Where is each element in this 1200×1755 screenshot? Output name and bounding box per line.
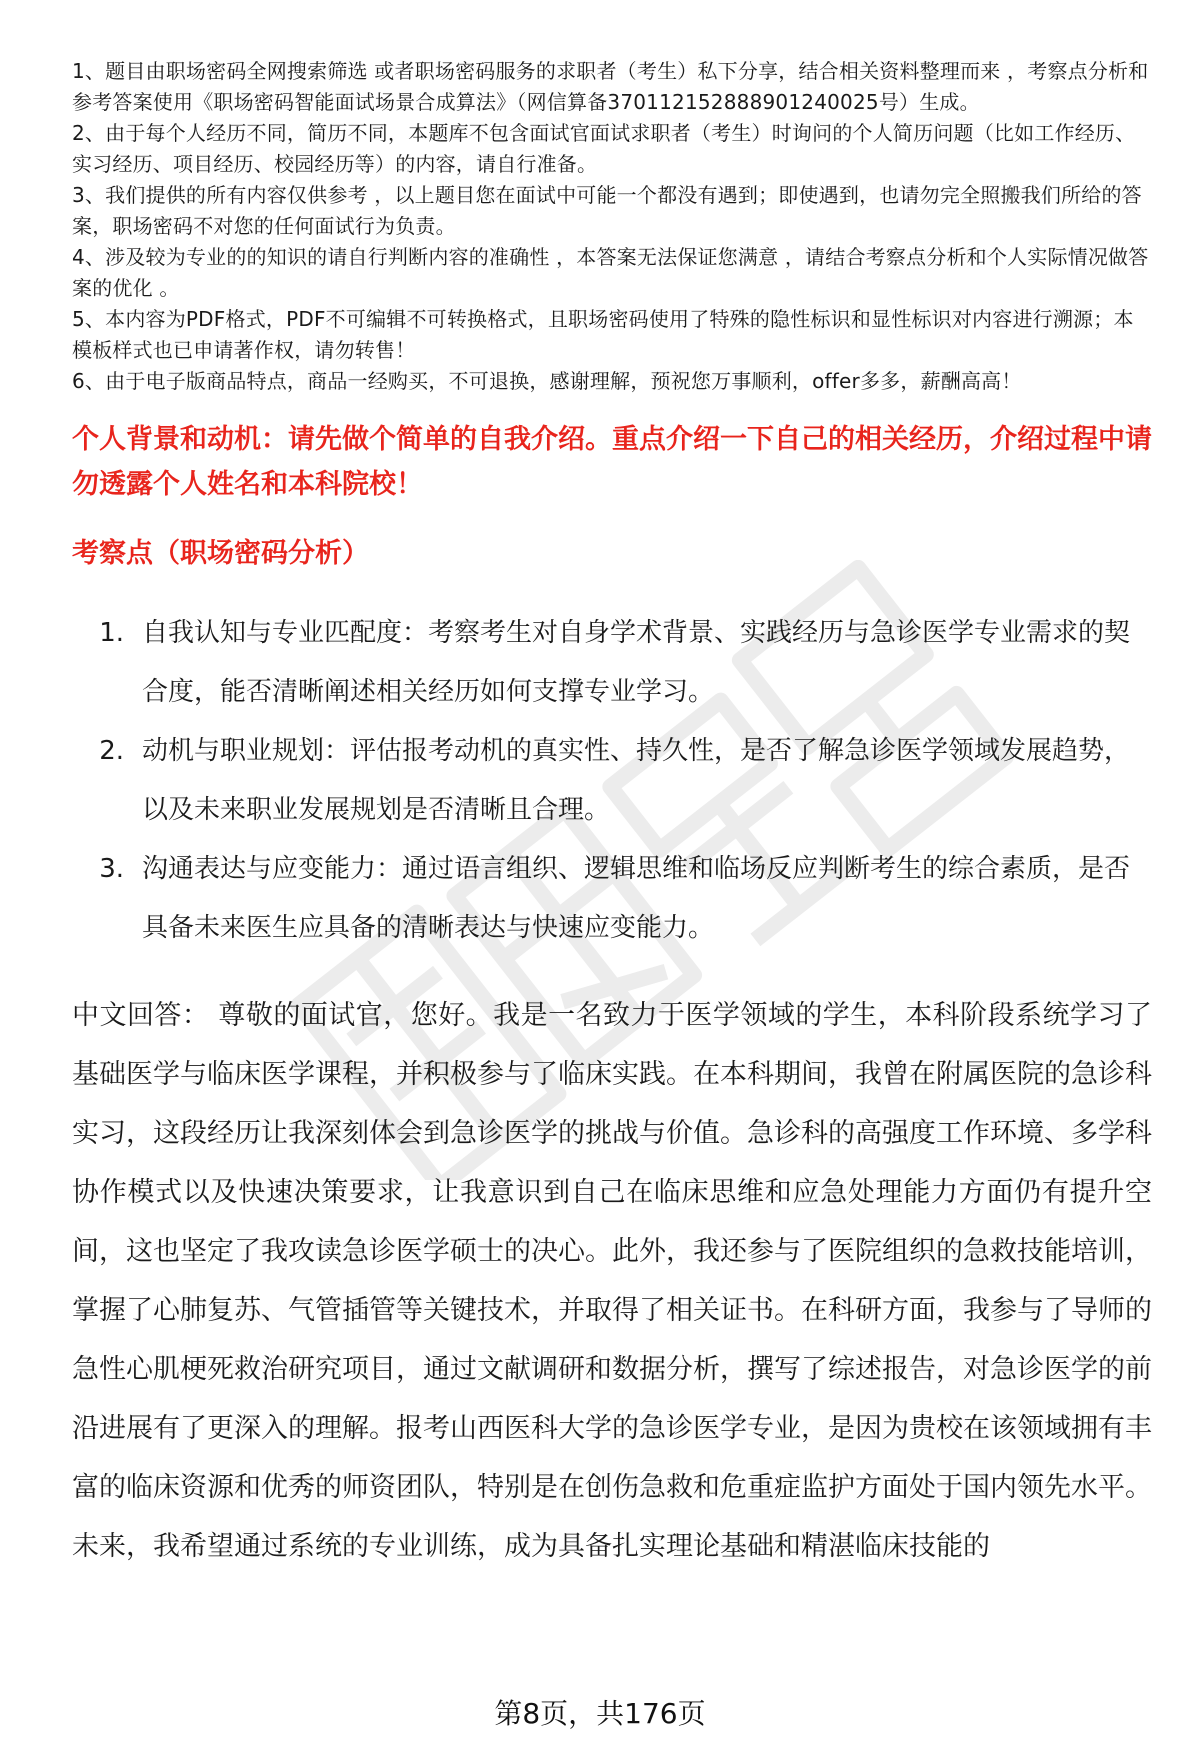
disclaimer-note-5: 5、本内容为PDF格式，PDF不可编辑不可转换格式，且职场密码使用了特殊的隐性标识和显性标识对内容进行溯源；本模板样式也已申请著作权，请勿转售！	[72, 307, 1134, 362]
page-content	[72, 56, 1152, 1576]
analysis-point	[72, 604, 1152, 722]
disclaimer-note-6: 6、由于电子版商品特点，商品一经购买，不可退换，感谢理解，预祝您万事顺利，offer多多，薪酬高高！	[72, 369, 1022, 393]
disclaimer-note-4: 4、涉及较为专业的的知识的请自行判断内容的准确性 ，本答案无法保证您满意 ，请结合考察点分析和个人实际情况做答案的优化 。	[72, 245, 1149, 300]
analysis-point-text: 动机与职业规划：评估报考动机的真实性、持久性，是否了解急诊医学领域发展趋势，以及未来职业发展规划是否清晰且合理。	[142, 736, 1131, 825]
analysis-points-list	[72, 604, 1152, 958]
analysis-point	[72, 840, 1152, 958]
analysis-point-number: 3.	[99, 854, 124, 884]
analysis-point-number: 1.	[99, 618, 124, 648]
analysis-heading: 考察点（职场密码分析）	[72, 538, 369, 569]
analysis-point-text: 自我认知与专业匹配度：考察考生对自身学术背景、实践经历与急诊医学专业需求的契合度，能否清晰阐述相关经历如何支撑专业学习。	[142, 618, 1131, 707]
analysis-point-number: 2.	[99, 736, 124, 766]
analysis-point	[72, 722, 1152, 840]
chinese-answer: 中文回答： 尊敬的面试官，您好。我是一名致力于医学领域的学生，本科阶段系统学习了基础医学与临床医学课程，并积极参与了临床实践。在本科期间，我曾在附属医院的急诊科实习，这段经历让我深刻体会到急诊医学的挑战与价值。急诊科的高强度工作环境、多学科协作模式以及快速决策要求，让我意识到自己在临床思维和应急处理能力方面仍有提升空间，这也坚定了我攻读急诊医学硕士的决心。此外，我还参与了医院组织的急救技能培训，掌握了心肺复苏、气管插管等关键技术，并取得了相关证书。在科研方面，我参与了导师的急性心肌梗死救治研究项目，通过文献调研和数据分析，撰写了综述报告，对急诊医学的前沿进展有了更深入的理解。报考山西医科大学的急诊医学专业，是因为贵校在该领域拥有丰富的临床资源和优秀的师资团队，特别是在创伤急救和危重症监护方面处于国内领先水平。未来，我希望通过系统的专业训练，成为具备扎实理论基础和精湛临床技能的	[72, 1000, 1152, 1562]
disclaimer-notes	[72, 56, 1152, 397]
analysis-point-text: 沟通表达与应变能力：通过语言组织、逻辑思维和临场反应判断考生的综合素质，是否具备未来医生应具备的清晰表达与快速应变能力。	[142, 854, 1131, 943]
page-number: 第8页，共176页	[494, 1697, 706, 1730]
disclaimer-note-2: 2、由于每个人经历不同，简历不同，本题库不包含面试官面试求职者（考生）时询问的个人简历问题（比如工作经历、实习经历、项目经历、校园经历等）的内容，请自行准备。	[72, 121, 1136, 176]
question-heading: 个人背景和动机：请先做个简单的自我介绍。重点介绍一下自己的相关经历，介绍过程中请勿透露个人姓名和本科院校！	[72, 424, 1152, 500]
disclaimer-note-1: 1、题目由职场密码全网搜索筛选 或者职场密码服务的求职者（考生）私下分享，结合相关资料整理而来 ，考察点分析和参考答案使用《职场密码智能面试场景合成算法》（网信算备370112152888901240025号）生成。	[72, 59, 1149, 114]
disclaimer-note-3: 3、我们提供的所有内容仅供参考 ，以上题目您在面试中可能一个都没有遇到；即使遇到，也请勿完全照搬我们所给的答案，职场密码不对您的任何面试行为负责。	[72, 183, 1142, 238]
